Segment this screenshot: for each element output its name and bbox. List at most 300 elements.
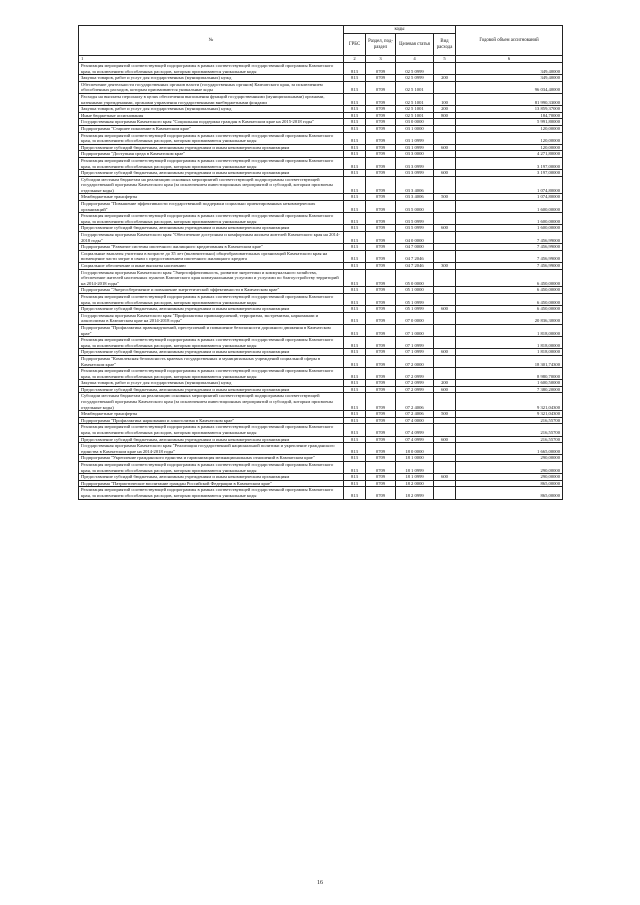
- row-grbs: 813: [344, 176, 366, 194]
- table-row: [79, 157, 563, 169]
- row-expense-type: 600: [434, 144, 456, 151]
- row-sum: 349,40000: [456, 63, 563, 75]
- row-name: Субсидии местным бюджетам на реализацию основных мероприятий соответствующей подпрограммы соответствующей государственной программы Камчатского края (за исключением инвестиционных мероприятий и субсидий, которым присвоены отдельные коды): [79, 393, 344, 411]
- row-grbs: 813: [344, 125, 366, 132]
- table-row: [79, 474, 563, 481]
- row-razdel: 0709: [366, 411, 396, 418]
- row-grbs: 813: [344, 293, 366, 305]
- row-grbs: 813: [344, 194, 366, 201]
- row-name: Подпрограмма "Развитие системы ипотечного жилищного кредитования в Камчатском крае": [79, 244, 344, 251]
- table-row: [79, 312, 563, 324]
- row-expense-type: [434, 462, 456, 474]
- row-target-article: 04 7 2046: [396, 263, 434, 270]
- table-row: [79, 151, 563, 158]
- row-razdel: 0709: [366, 380, 396, 387]
- row-sum: 7 456,99000: [456, 250, 563, 262]
- row-expense-type: [434, 443, 456, 455]
- row-name: Предоставление субсидий бюджетным, автономным учреждениям и иным некоммерческим организациям: [79, 436, 344, 443]
- row-sum: 216,55700: [456, 424, 563, 436]
- row-expense-type: 800: [434, 112, 456, 119]
- header-index-5: 5: [434, 56, 456, 63]
- row-target-article: 07 2 0999: [396, 368, 434, 380]
- row-name: Предоставление субсидий бюджетным, автономным учреждениям и иным некоммерческим организациям: [79, 144, 344, 151]
- row-grbs: 813: [344, 287, 366, 294]
- row-sum: 7 456,99000: [456, 263, 563, 270]
- row-grbs: 813: [344, 337, 366, 349]
- row-sum: 1 600,00000: [456, 201, 563, 213]
- row-sum: 3 197,00000: [456, 157, 563, 169]
- row-grbs: 813: [344, 225, 366, 232]
- row-razdel: 0709: [366, 106, 396, 113]
- table-row: [79, 106, 563, 113]
- row-target-article: 03 5 0999: [396, 213, 434, 225]
- row-expense-type: [434, 480, 456, 487]
- row-target-article: 02 5 1001: [396, 81, 434, 93]
- row-expense-type: 600: [434, 306, 456, 313]
- row-name: Государственная программа Камчатского края "Социальная поддержка граждан в Камчатском крае на 2015-2018 годы": [79, 119, 344, 126]
- table-row: [79, 287, 563, 294]
- row-razdel: 0709: [366, 368, 396, 380]
- table-row: [79, 424, 563, 436]
- row-expense-type: [434, 393, 456, 411]
- row-sum: 6 450,00000: [456, 293, 563, 305]
- row-sum: 290,00000: [456, 455, 563, 462]
- row-sum: 290,00000: [456, 474, 563, 481]
- row-target-article: 03 1 0999: [396, 144, 434, 151]
- row-expense-type: 600: [434, 225, 456, 232]
- row-target-article: 05 0 0000: [396, 269, 434, 287]
- row-name: Реализация мероприятий соответствующей подпрограммы в рамках соответствующей государственной программы Камчатского края, за исключением обособленных расходов, которым присваиваются уникальные коды: [79, 337, 344, 349]
- header-number: №: [79, 26, 344, 56]
- row-target-article: 05 1 0000: [396, 287, 434, 294]
- row-razdel: 0709: [366, 324, 396, 336]
- row-expense-type: [434, 293, 456, 305]
- row-target-article: 07 2 0000: [396, 355, 434, 367]
- row-name: Реализация мероприятий соответствующей подпрограммы в рамках соответствующей государственной программы Камчатского края, за исключением обособленных расходов, которым присваиваются уникальные коды: [79, 368, 344, 380]
- header-grbs: ГРБС: [344, 34, 366, 56]
- row-grbs: 813: [344, 144, 366, 151]
- row-target-article: 02 5 1001: [396, 106, 434, 113]
- row-sum: 4 271,80000: [456, 151, 563, 158]
- table-row: [79, 443, 563, 455]
- row-expense-type: [434, 455, 456, 462]
- table-row: [79, 380, 563, 387]
- row-name: Подпрограмма "Старшее поколение в Камчатском крае": [79, 125, 344, 132]
- row-target-article: 18 2 0000: [396, 480, 434, 487]
- row-grbs: 813: [344, 436, 366, 443]
- row-grbs: 813: [344, 411, 366, 418]
- row-sum: 6 450,00000: [456, 306, 563, 313]
- row-expense-type: 200: [434, 380, 456, 387]
- row-razdel: 0709: [366, 293, 396, 305]
- row-sum: 3 197,00000: [456, 170, 563, 177]
- row-sum: 349,40000: [456, 75, 563, 82]
- row-sum: 290,00000: [456, 462, 563, 474]
- row-razdel: 0709: [366, 176, 396, 194]
- row-expense-type: [434, 213, 456, 225]
- row-sum: 6 450,00000: [456, 287, 563, 294]
- header-index-6: 6: [456, 56, 563, 63]
- table-row: [79, 125, 563, 132]
- row-grbs: 813: [344, 232, 366, 244]
- table-row: [79, 355, 563, 367]
- row-expense-type: [434, 287, 456, 294]
- row-name: Иные бюджетные ассигнования: [79, 112, 344, 119]
- row-sum: 865,00000: [456, 487, 563, 499]
- header-razdel: Раздел, под-раздел: [366, 34, 396, 56]
- row-grbs: 813: [344, 393, 366, 411]
- table-row: [79, 194, 563, 201]
- row-grbs: 813: [344, 244, 366, 251]
- row-expense-type: 500: [434, 411, 456, 418]
- table-row: [79, 244, 563, 251]
- row-sum: 96 034,40000: [456, 81, 563, 93]
- row-razdel: 0709: [366, 132, 396, 144]
- row-grbs: 813: [344, 306, 366, 313]
- row-expense-type: [434, 63, 456, 75]
- row-razdel: 0709: [366, 462, 396, 474]
- row-grbs: 813: [344, 93, 366, 105]
- row-razdel: 0709: [366, 213, 396, 225]
- row-expense-type: [434, 269, 456, 287]
- table-row: [79, 132, 563, 144]
- row-razdel: 0709: [366, 306, 396, 313]
- row-target-article: 18 1 0999: [396, 474, 434, 481]
- row-grbs: 813: [344, 75, 366, 82]
- table-row: [79, 75, 563, 82]
- row-target-article: 04 7 0000: [396, 244, 434, 251]
- table-row: [79, 487, 563, 499]
- page-number: 16: [317, 880, 323, 886]
- row-razdel: 0709: [366, 312, 396, 324]
- table-header: [79, 26, 563, 63]
- row-grbs: 813: [344, 106, 366, 113]
- row-name: Реализация мероприятий соответствующей подпрограммы в рамках соответствующей государственной программы Камчатского края, за исключением обособленных расходов, которым присваиваются уникальные коды: [79, 157, 344, 169]
- row-sum: 120,00000: [456, 125, 563, 132]
- row-expense-type: [434, 324, 456, 336]
- row-name: Закупка товаров, работ и услуг для государственных (муниципальных) нужд: [79, 380, 344, 387]
- row-target-article: 18 1 0999: [396, 462, 434, 474]
- header-index-row: [79, 56, 563, 63]
- table-row: [79, 93, 563, 105]
- table-row: [79, 324, 563, 336]
- row-grbs: 813: [344, 269, 366, 287]
- row-target-article: 02 5 0999: [396, 63, 434, 75]
- row-grbs: 813: [344, 132, 366, 144]
- row-grbs: 813: [344, 480, 366, 487]
- table-body: [79, 63, 563, 500]
- row-expense-type: 600: [434, 349, 456, 356]
- row-name: Социальное обеспечение и иные выплаты населению: [79, 263, 344, 270]
- row-grbs: 813: [344, 213, 366, 225]
- row-sum: 1 818,00000: [456, 349, 563, 356]
- row-grbs: 813: [344, 263, 366, 270]
- row-razdel: 0709: [366, 287, 396, 294]
- row-target-article: 07 1 0000: [396, 324, 434, 336]
- row-razdel: 0709: [366, 170, 396, 177]
- row-grbs: 813: [344, 380, 366, 387]
- row-name: Межбюджетные трансферты: [79, 411, 344, 418]
- row-razdel: 0709: [366, 75, 396, 82]
- table-row: [79, 337, 563, 349]
- table-row: [79, 349, 563, 356]
- row-sum: 20 836,30000: [456, 312, 563, 324]
- row-name: Реализация мероприятий соответствующей подпрограммы в рамках соответствующей государственной программы Камчатского края, за исключением обособленных расходов, которым присваиваются уникальные коды: [79, 462, 344, 474]
- row-expense-type: [434, 125, 456, 132]
- row-expense-type: [434, 157, 456, 169]
- row-razdel: 0709: [366, 263, 396, 270]
- row-grbs: 813: [344, 355, 366, 367]
- row-target-article: 05 1 0999: [396, 306, 434, 313]
- row-name: Подпрограмма "Профилактика наркомании и алкоголизма в Камчатском крае": [79, 417, 344, 424]
- row-target-article: 03 0 0000: [396, 119, 434, 126]
- row-target-article: 02 5 1001: [396, 93, 434, 105]
- row-sum: 216,55700: [456, 436, 563, 443]
- table-row: [79, 393, 563, 411]
- table-row: [79, 368, 563, 380]
- row-target-article: 03 3 4006: [396, 194, 434, 201]
- row-razdel: 0709: [366, 487, 396, 499]
- row-razdel: 0709: [366, 424, 396, 436]
- row-razdel: 0709: [366, 144, 396, 151]
- row-sum: 7 380,20000: [456, 386, 563, 393]
- table-row: [79, 170, 563, 177]
- row-sum: 1 074,80000: [456, 194, 563, 201]
- row-name: Государственная программа Камчатского края "Энергоэффективность, развитие энергетики и коммунального хозяйства, обеспечение жителей населенных пунктов Камчатского края коммунальными услугами и услугами по благоустройству территорий на 2014-2018 годы": [79, 269, 344, 287]
- table-row: [79, 263, 563, 270]
- row-target-article: 18 0 0000: [396, 443, 434, 455]
- row-razdel: 0709: [366, 436, 396, 443]
- row-expense-type: [434, 201, 456, 213]
- row-sum: 184,70000: [456, 112, 563, 119]
- row-name: Межбюджетные трансферты: [79, 194, 344, 201]
- row-sum: 9 321,04300: [456, 411, 563, 418]
- table-row: [79, 213, 563, 225]
- row-name: Реализация мероприятий соответствующей подпрограммы в рамках соответствующей государственной программы Камчатского края, за исключением обособленных расходов, которым присваиваются уникальные коды: [79, 424, 344, 436]
- row-name: Подпрограмма "Энергосбережение и повышение энергетической эффективности в Камчатском крае": [79, 287, 344, 294]
- row-expense-type: 600: [434, 170, 456, 177]
- row-target-article: 07 1 0999: [396, 337, 434, 349]
- row-razdel: 0709: [366, 244, 396, 251]
- table-row: [79, 144, 563, 151]
- row-name: Государственная программа Камчатского края "Обеспечение доступным и комфортным жильем жителей Камчатского края на 2014-2018 годы": [79, 232, 344, 244]
- row-sum: 9 321,04300: [456, 393, 563, 411]
- row-expense-type: 100: [434, 93, 456, 105]
- row-name: Подпрограмма "Комплексная безопасность краевых государственных и муниципальных учреждений социальной сферы в Камчатском крае": [79, 355, 344, 367]
- row-expense-type: [434, 232, 456, 244]
- row-name: Предоставление субсидий бюджетным, автономным учреждениям и иным некоммерческим организациям: [79, 306, 344, 313]
- row-sum: 1 665,00000: [456, 443, 563, 455]
- row-sum: 1 818,00000: [456, 324, 563, 336]
- row-name: Социальные выплаты учителям в возрасте до 35 лет (включительно) общеобразовательных организаций Камчатского края на возмещение части затрат в связи с предоставлением ипотечного жилищного кредита: [79, 250, 344, 262]
- table-row: [79, 411, 563, 418]
- table-row: [79, 455, 563, 462]
- row-target-article: 03 3 0000: [396, 151, 434, 158]
- row-sum: 120,00000: [456, 144, 563, 151]
- row-target-article: 03 3 0999: [396, 170, 434, 177]
- row-razdel: 0709: [366, 355, 396, 367]
- row-razdel: 0709: [366, 474, 396, 481]
- row-razdel: 0709: [366, 81, 396, 93]
- row-target-article: 03 1 0999: [396, 132, 434, 144]
- row-target-article: 07 2 4006: [396, 411, 434, 418]
- row-grbs: 813: [344, 368, 366, 380]
- row-grbs: 813: [344, 424, 366, 436]
- row-grbs: 813: [344, 81, 366, 93]
- row-razdel: 0709: [366, 443, 396, 455]
- row-grbs: 813: [344, 474, 366, 481]
- row-name: Реализация мероприятий соответствующей подпрограммы в рамках соответствующей государственной программы Камчатского края, за исключением обособленных расходов, которым присваиваются уникальные коды: [79, 63, 344, 75]
- row-target-article: 18 1 0000: [396, 455, 434, 462]
- row-grbs: 813: [344, 455, 366, 462]
- row-expense-type: 600: [434, 386, 456, 393]
- row-target-article: 03 5 0999: [396, 225, 434, 232]
- row-target-article: 18 2 0999: [396, 487, 434, 499]
- row-expense-type: [434, 417, 456, 424]
- row-razdel: 0709: [366, 480, 396, 487]
- budget-table-sheet: [78, 25, 562, 500]
- row-sum: 81 990,33000: [456, 93, 563, 105]
- row-target-article: 02 5 0999: [396, 75, 434, 82]
- row-grbs: 813: [344, 386, 366, 393]
- row-expense-type: 200: [434, 75, 456, 82]
- row-sum: 8 980,70000: [456, 368, 563, 380]
- header-index-4: 4: [396, 56, 434, 63]
- header-target-article: Целевая статья: [396, 34, 434, 56]
- table-row: [79, 480, 563, 487]
- row-expense-type: [434, 355, 456, 367]
- row-expense-type: 200: [434, 106, 456, 113]
- row-razdel: 0709: [366, 201, 396, 213]
- row-grbs: 813: [344, 312, 366, 324]
- row-razdel: 0709: [366, 250, 396, 262]
- row-sum: 1 600,50000: [456, 380, 563, 387]
- row-target-article: 07 2 0999: [396, 380, 434, 387]
- row-name: Государственная программа Камчатского края "Профилактика правонарушений, терроризма, экстремизма, наркомании и алкоголизма в Камчатском крае на 2014-2018 годы": [79, 312, 344, 324]
- table-row: [79, 436, 563, 443]
- row-expense-type: [434, 487, 456, 499]
- row-expense-type: [434, 312, 456, 324]
- table-row: [79, 386, 563, 393]
- row-expense-type: [434, 176, 456, 194]
- row-sum: 1 074,80000: [456, 176, 563, 194]
- row-target-article: 04 7 2046: [396, 250, 434, 262]
- row-name: Предоставление субсидий бюджетным, автономным учреждениям и иным некоммерческим организациям: [79, 170, 344, 177]
- row-grbs: 813: [344, 170, 366, 177]
- row-expense-type: [434, 424, 456, 436]
- row-grbs: 813: [344, 349, 366, 356]
- row-razdel: 0709: [366, 337, 396, 349]
- row-name: Подпрограмма "Повышение эффективности государственной поддержки социально ориентированных некоммерческих организаций": [79, 201, 344, 213]
- row-target-article: 07 4 0999: [396, 424, 434, 436]
- table-row: [79, 306, 563, 313]
- row-razdel: 0709: [366, 455, 396, 462]
- row-grbs: 813: [344, 250, 366, 262]
- row-target-article: 07 4 0000: [396, 417, 434, 424]
- row-sum: 5 991,80000: [456, 119, 563, 126]
- header-sum: Годовой объем ассигнований: [456, 26, 563, 56]
- row-target-article: 05 1 0999: [396, 293, 434, 305]
- row-name: Предоставление субсидий бюджетным, автономным учреждениям и иным некоммерческим организациям: [79, 349, 344, 356]
- row-target-article: 07 2 0999: [396, 386, 434, 393]
- row-razdel: 0709: [366, 157, 396, 169]
- row-target-article: 07 1 0999: [396, 349, 434, 356]
- row-name: Реализация мероприятий соответствующей подпрограммы в рамках соответствующей государственной программы Камчатского края, за исключением обособленных расходов, которым присваиваются уникальные коды: [79, 293, 344, 305]
- header-index-2: 2: [344, 56, 366, 63]
- row-name: Подпрограмма "Профилактика правонарушений, преступлений и повышение безопасности дорожного движения в Камчатском крае": [79, 324, 344, 336]
- row-expense-type: [434, 368, 456, 380]
- row-razdel: 0709: [366, 93, 396, 105]
- row-grbs: 813: [344, 157, 366, 169]
- row-name: Закупка товаров, работ и услуг для государственных (муниципальных) нужд: [79, 106, 344, 113]
- row-sum: 7 456,99000: [456, 232, 563, 244]
- row-expense-type: [434, 81, 456, 93]
- table-row: [79, 462, 563, 474]
- row-target-article: 04 0 0000: [396, 232, 434, 244]
- table-row: [79, 81, 563, 93]
- row-target-article: 03 3 0999: [396, 157, 434, 169]
- row-name: Реализация мероприятий соответствующей подпрограммы в рамках соответствующей государственной программы Камчатского края, за исключением обособленных расходов, которым присваиваются уникальные коды: [79, 213, 344, 225]
- row-target-article: 07 0 0000: [396, 312, 434, 324]
- row-razdel: 0709: [366, 417, 396, 424]
- row-expense-type: [434, 119, 456, 126]
- row-grbs: 813: [344, 462, 366, 474]
- row-name: Подпрограмма "Укрепление гражданского единства и гармонизация межнациональных отношений в Камчатском крае": [79, 455, 344, 462]
- row-name: Субсидии местным бюджетам на реализацию основных мероприятий соответствующей подпрограммы соответствующей государственной программы Камчатского края (за исключением инвестиционных мероприятий и субсидий, которым присвоены отдельные коды): [79, 176, 344, 194]
- row-grbs: 813: [344, 324, 366, 336]
- row-razdel: 0709: [366, 112, 396, 119]
- row-expense-type: [434, 244, 456, 251]
- row-expense-type: 600: [434, 474, 456, 481]
- table-row: [79, 201, 563, 213]
- row-grbs: 813: [344, 112, 366, 119]
- budget-table: [78, 25, 563, 500]
- table-row: [79, 250, 563, 262]
- table-row: [79, 63, 563, 75]
- row-sum: 120,00000: [456, 132, 563, 144]
- row-name: Предоставление субсидий бюджетным, автономным учреждениям и иным некоммерческим организациям: [79, 474, 344, 481]
- table-row: [79, 269, 563, 287]
- row-grbs: 813: [344, 417, 366, 424]
- row-sum: 13 859,37000: [456, 106, 563, 113]
- header-expense-type: Вид расхода: [434, 34, 456, 56]
- row-name: Государственная программа Камчатского края "Реализация государственной национальной политики и укрепление гражданского единства в Камчатском крае на 2014-2018 годы": [79, 443, 344, 455]
- row-razdel: 0709: [366, 119, 396, 126]
- row-name: Реализация мероприятий соответствующей подпрограммы в рамках соответствующей государственной программы Камчатского края, за исключением обособленных расходов, которым присваиваются уникальные коды: [79, 132, 344, 144]
- row-sum: 1 818,00000: [456, 337, 563, 349]
- header-index-1: 1: [79, 56, 344, 63]
- row-grbs: 813: [344, 201, 366, 213]
- row-grbs: 813: [344, 119, 366, 126]
- row-razdel: 0709: [366, 269, 396, 287]
- row-sum: 865,00000: [456, 480, 563, 487]
- row-grbs: 813: [344, 63, 366, 75]
- table-row: [79, 293, 563, 305]
- header-index-3: 3: [366, 56, 396, 63]
- row-razdel: 0709: [366, 63, 396, 75]
- row-sum: 7 456,99000: [456, 244, 563, 251]
- row-grbs: 813: [344, 487, 366, 499]
- row-expense-type: [434, 151, 456, 158]
- row-sum: 1 600,00000: [456, 225, 563, 232]
- row-sum: 1 600,00000: [456, 213, 563, 225]
- row-sum: 18 301,74300: [456, 355, 563, 367]
- row-expense-type: 500: [434, 194, 456, 201]
- row-razdel: 0709: [366, 151, 396, 158]
- row-expense-type: 600: [434, 436, 456, 443]
- row-expense-type: [434, 250, 456, 262]
- table-row: [79, 112, 563, 119]
